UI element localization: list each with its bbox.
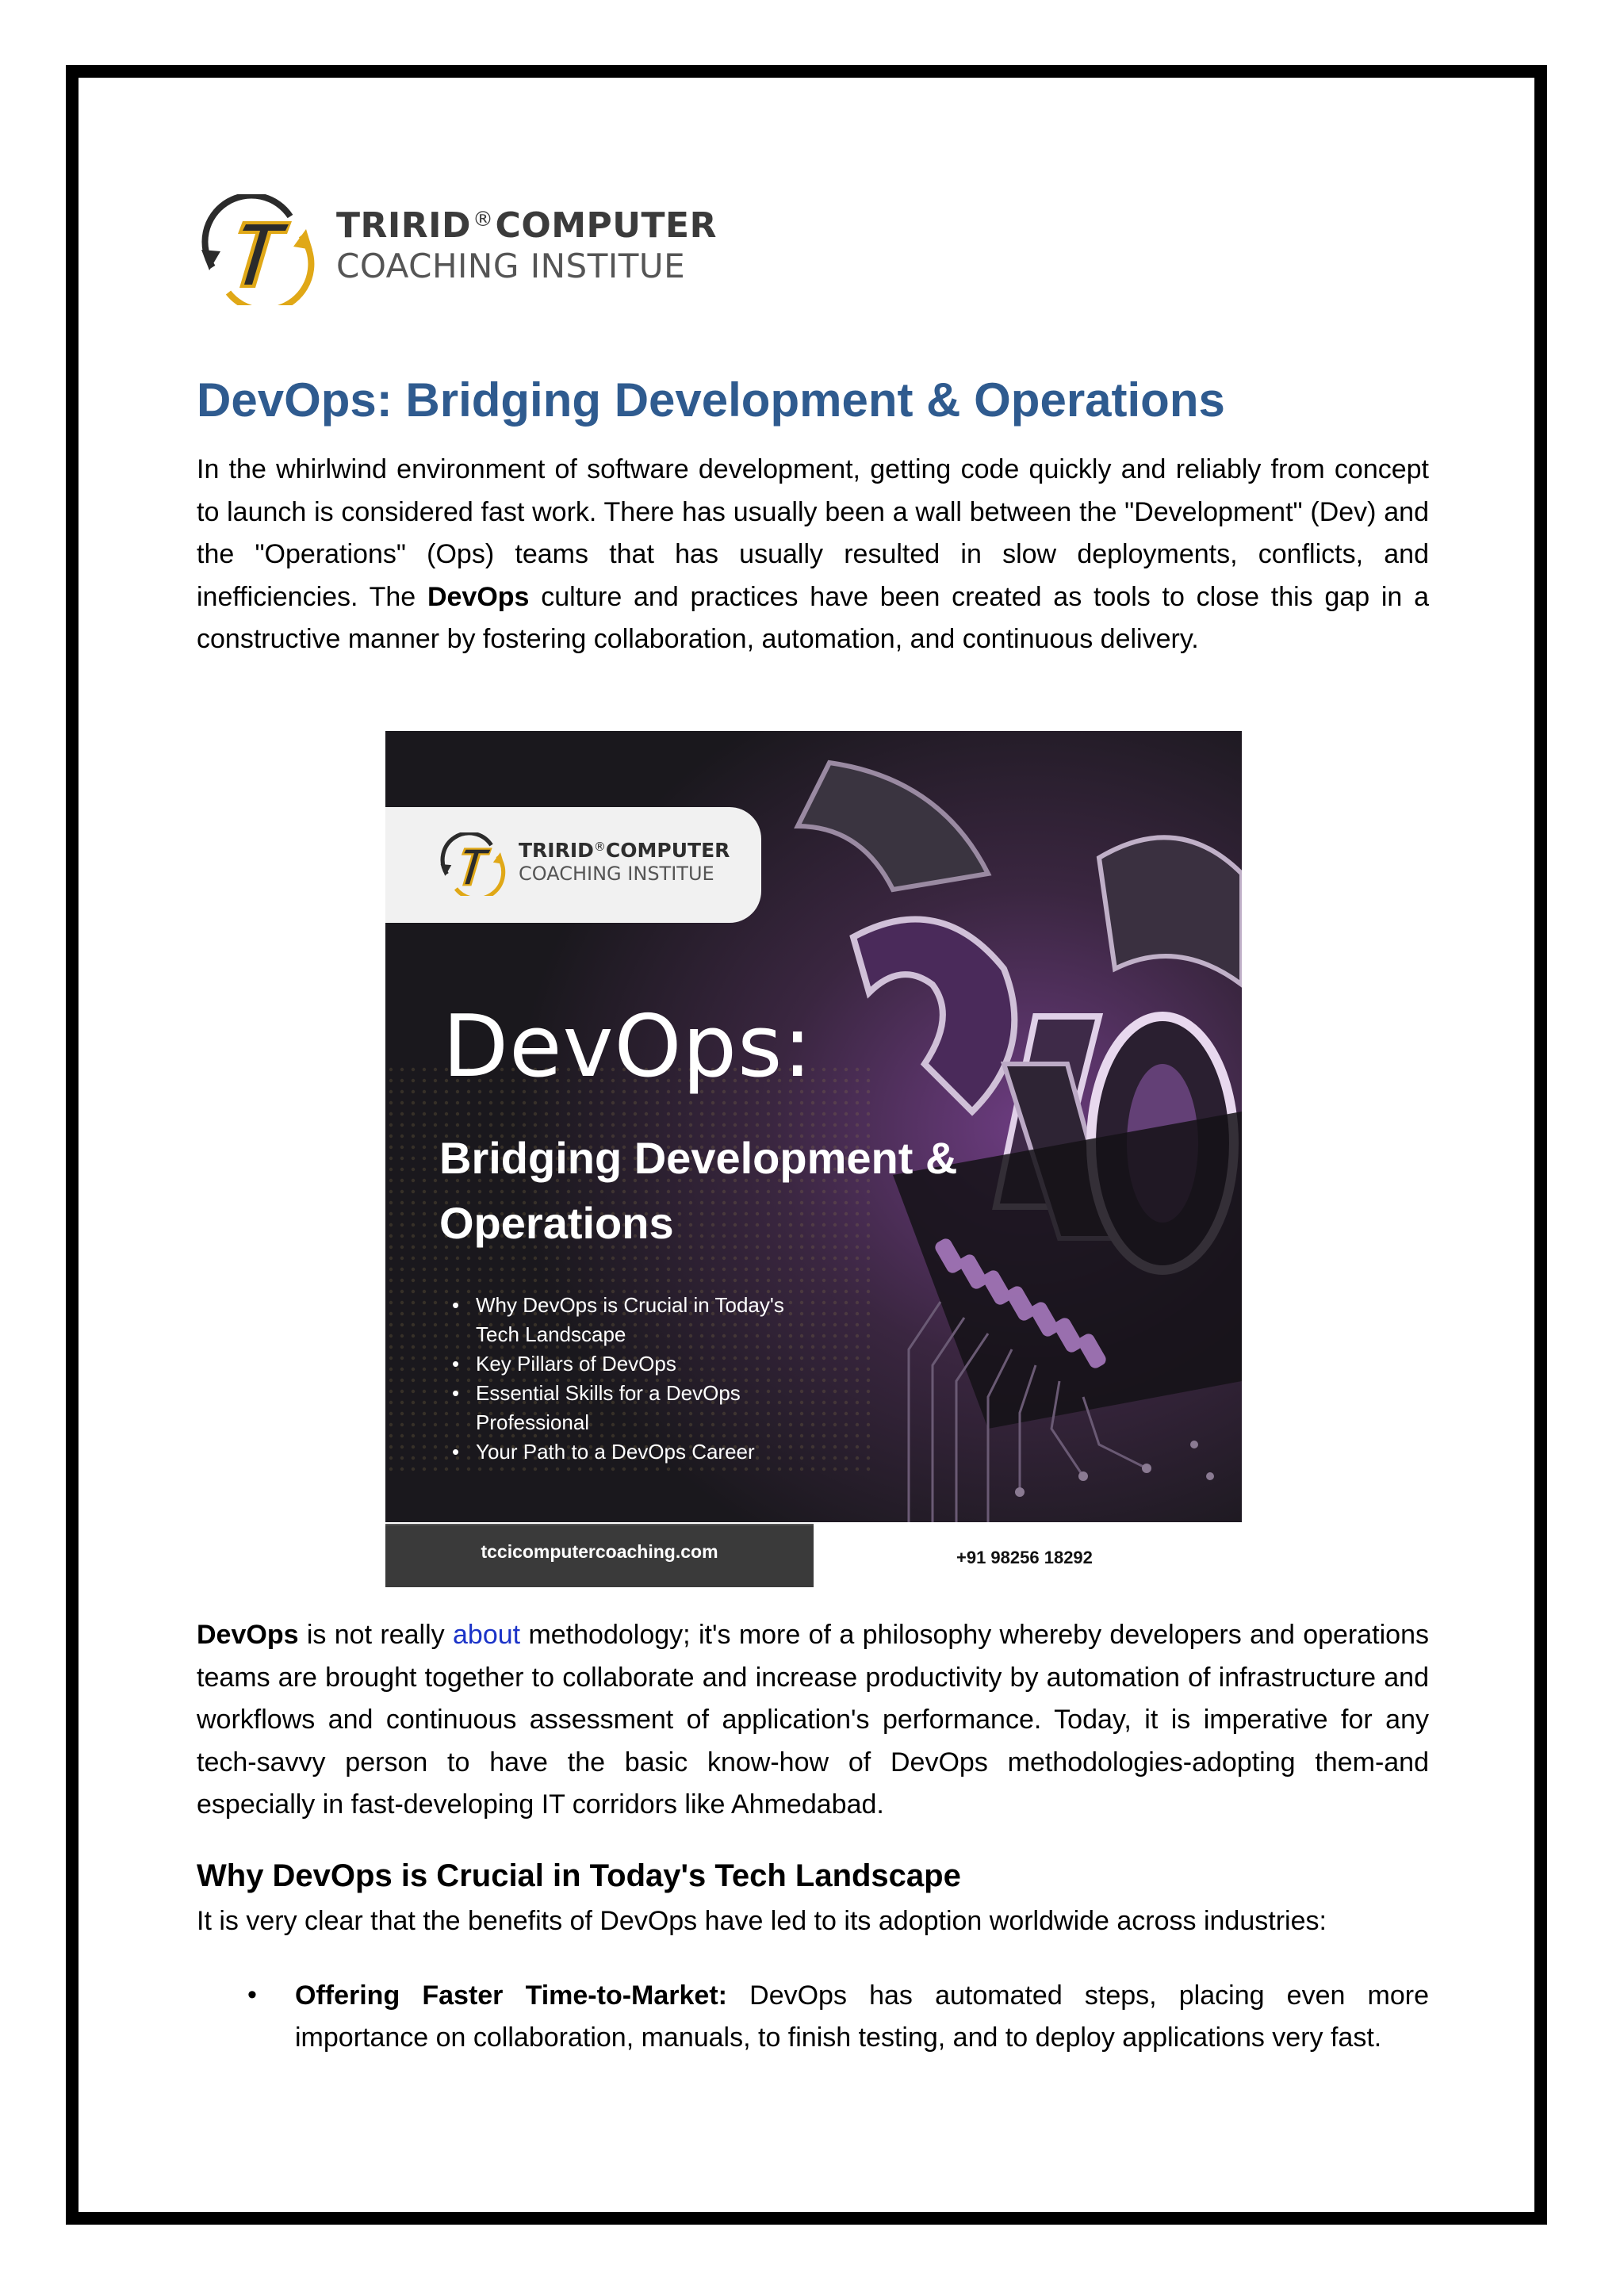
banner-phone: +91 98256 18292 (956, 1548, 1093, 1567)
page-title: DevOps: Bridging Development & Operations (197, 373, 1225, 427)
banner-logo-name: TRIRID®COMPUTER (519, 839, 730, 862)
banner-topic-item: • Your Path to a DevOps Career (441, 1437, 822, 1467)
devops-banner-image (385, 731, 1242, 1522)
bullet-icon: • (247, 1980, 257, 2010)
intro-paragraph: In the whirlwind environment of software development, getting code quickly and reliably from concept to launch is considered fast work. There has usually been a wall between the "Development" (Dev) and the "Operations" (Ops) teams that has usually resulted in slow deployments, conflicts, and inefficiencies. The DevOps culture and practices have been created as tools to close this gap in a constructive manner by fostering collaboration, automation, and continuous delivery. (197, 454, 1430, 654)
about-link[interactable]: about (453, 1620, 521, 1650)
banner-topic-item: • Key Pillars of DevOps (441, 1349, 822, 1379)
logo-tagline: COACHING INSTITUE (336, 247, 686, 285)
banner-subheading: Bridging Development & Operations (439, 1133, 958, 1248)
banner-topic-list (441, 1291, 822, 1467)
logo-mark-icon (197, 194, 316, 305)
section-heading: Why DevOps is Crucial in Today's Tech Landscape (197, 1858, 961, 1893)
banner-logo-mark-icon (438, 832, 506, 896)
bullet-item: Offering Faster Time-to-Market: DevOps has automated steps, placing even more importance on collaboration, manuals, to finish testing, and to deploy applications very fast. (295, 1980, 1430, 2053)
banner-topic-item: • Essential Skills for a DevOps Professional (441, 1379, 822, 1437)
banner-website-bar (385, 1524, 814, 1587)
logo-name: TRIRID®COMPUTER (336, 205, 717, 246)
section-intro: It is very clear that the benefits of DevOps have led to its adoption worldwide across industries: (197, 1906, 1327, 1936)
banner-website: tccicomputercoaching.com (481, 1541, 718, 1562)
banner-heading: DevOps: (442, 997, 813, 1096)
devops-description-paragraph: DevOps is not really about methodology; it's more of a philosophy whereby developers and operations teams are brought together to collaborate and increase productivity by automation of infrastructure and workflows and continuous assessment of application's performance. Today, it is imperative for any tech-savvy person to have the basic know-how of DevOps methodologies-adopting them-and especially in fast-developing IT corridors like Ahmedabad. (197, 1620, 1429, 1820)
banner-logo (385, 807, 761, 923)
institute-logo (197, 194, 717, 305)
banner-logo-tagline: COACHING INSTITUE (519, 863, 714, 885)
banner-topic-item: • Why DevOps is Crucial in Today's Tech Landscape (441, 1291, 822, 1349)
